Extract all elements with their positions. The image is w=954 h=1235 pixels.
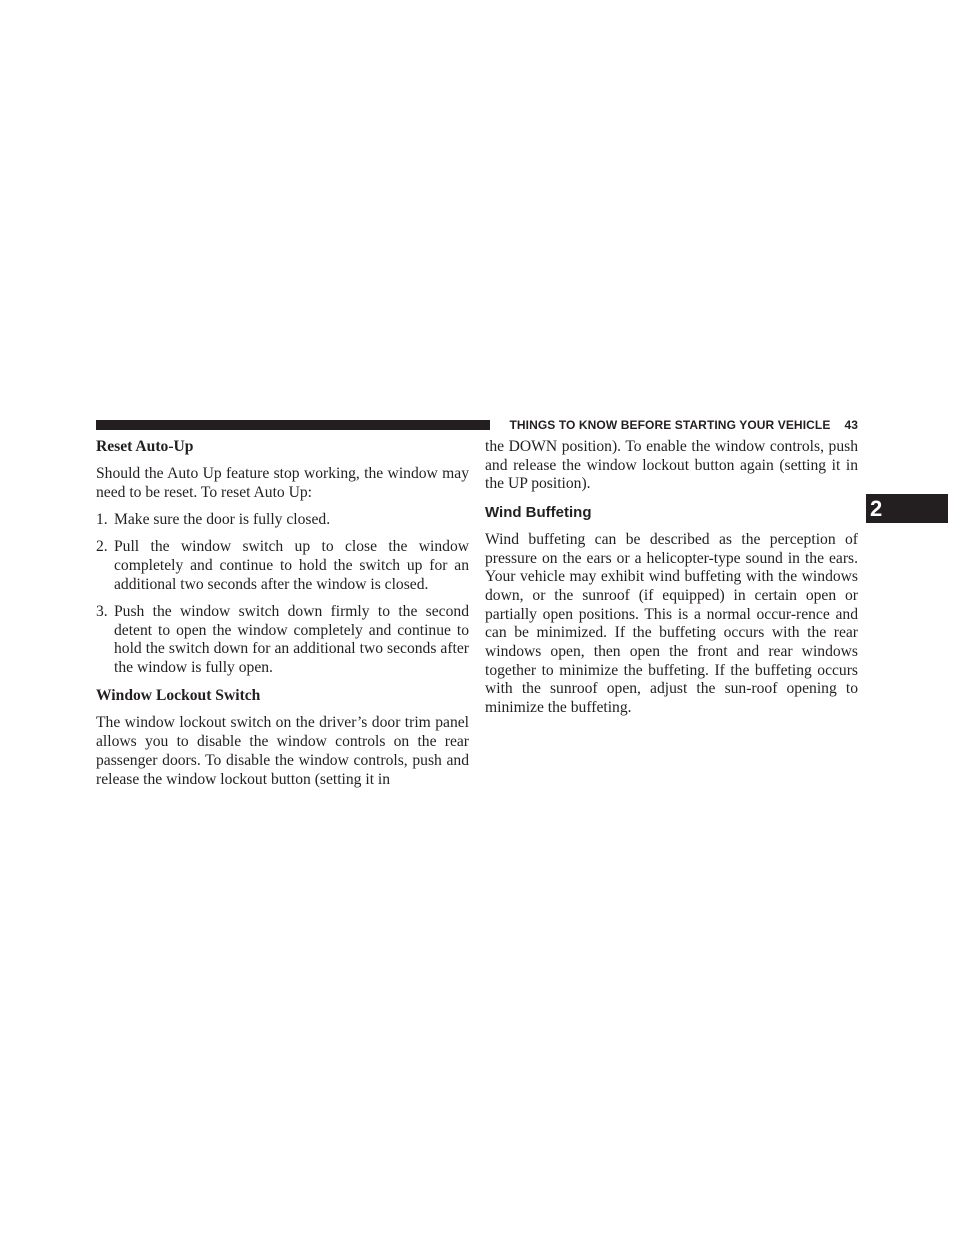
chapter-tab: 2 [866, 494, 948, 523]
reset-steps-list [96, 511, 469, 678]
left-column [96, 438, 469, 789]
list-item [96, 538, 469, 594]
section-title: THINGS TO KNOW BEFORE STARTING YOUR VEHICLE [509, 418, 831, 432]
lockout-continued-paragraph: the DOWN position). To enable the window controls, push and release the window lockout button again (setting it in the UP position). [485, 438, 858, 493]
step-text: Push the window switch down firmly to the second detent to open the window completely and continue to hold the switch down for an additional two seconds after the window is fully open. [114, 602, 469, 677]
reset-auto-up-heading: Reset Auto-Up [96, 438, 194, 455]
window-lockout-heading: Window Lockout Switch [96, 687, 261, 705]
step-number: 3. [96, 602, 108, 620]
step-number: 2. [96, 538, 108, 556]
wind-buffeting-heading: Wind Buffeting [485, 503, 592, 521]
header-rule-bar [96, 420, 490, 430]
list-item [96, 511, 469, 530]
list-item [96, 603, 469, 678]
right-column [485, 438, 858, 718]
step-text: Pull the window switch up to close the window completely and continue to hold the switch up for an additional two seconds after the window is closed. [114, 538, 469, 593]
reset-intro-paragraph: Should the Auto Up feature stop working, the window may need to be reset. To reset Auto Up: [96, 465, 469, 501]
page-number: 43 [844, 418, 858, 432]
running-header [498, 418, 858, 432]
wind-buffeting-paragraph: Wind buffeting can be described as the perception of pressure on the ears or a helicopter-type sound in the ears. Your vehicle may exhibit wind buffeting with the windows down, or the sunroof (if equipped) in certain open or partially open positions. This is a normal occur-rence and can be minimized. If the buffeting occurs with the rear windows open, then open the front and rear windows together to minimize the buffeting. If the buffeting occurs with the sunroof open, adjust the sun-roof opening to minimize the buffeting. [485, 530, 858, 717]
step-number: 1. [96, 511, 108, 529]
lockout-paragraph: The window lockout switch on the driver’s door trim panel allows you to disable the window controls on the rear passenger doors. To disable the window controls, push and release the window lockout button (setting it in [96, 714, 469, 788]
step-text: Make sure the door is fully closed. [114, 511, 331, 529]
